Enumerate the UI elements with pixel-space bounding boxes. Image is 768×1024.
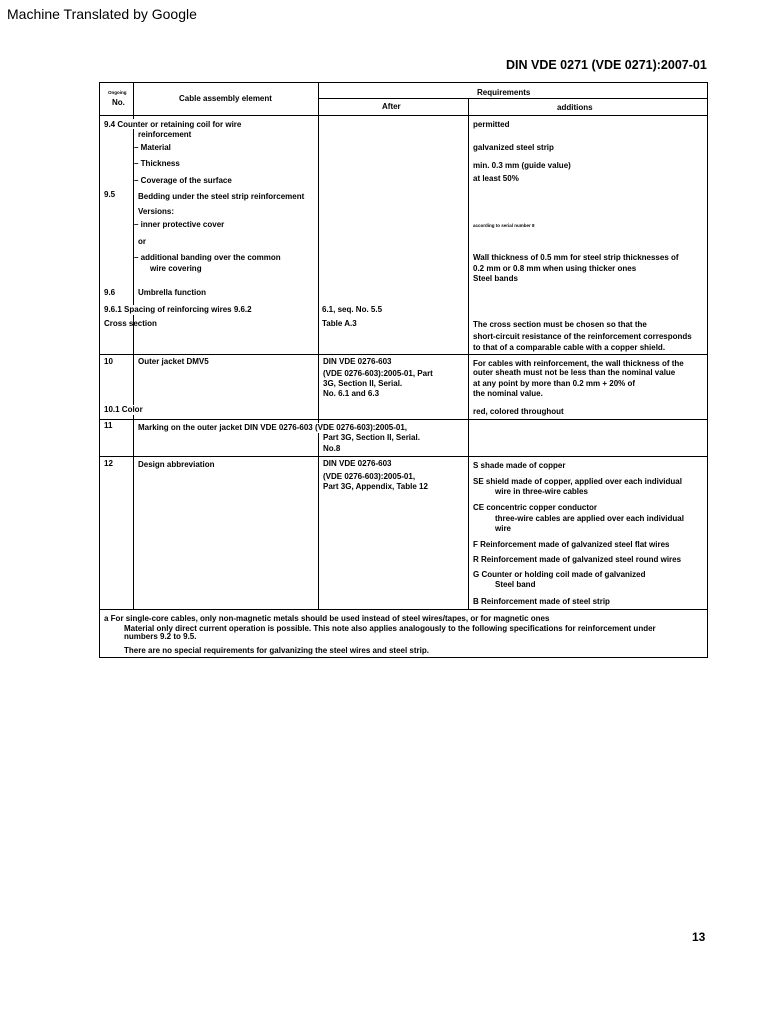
s9-add-cross-3: to that of a comparable cable with a copper shield.	[473, 343, 666, 352]
s9-add-serial-note: according to serial number 8	[473, 223, 535, 228]
header-ongoing: Ongoing	[108, 90, 127, 95]
s9-item-9-4: 9.4 Counter or retaining coil for wire	[104, 120, 242, 129]
s10-element: Outer jacket DMV5	[138, 357, 209, 366]
page-number: 13	[692, 930, 706, 944]
s9-item-inner-cover: – inner protective cover	[134, 220, 225, 229]
s9-item-cross-section: Cross section	[104, 319, 157, 328]
s12-add-r: R Reinforcement made of galvanized steel round wires	[473, 555, 682, 564]
s10-add-3: at any point by more than 0.2 mm + 20% of	[473, 379, 636, 388]
s9-item-banding: – additional banding over the common	[134, 253, 281, 262]
s9-add-wall-1: Wall thickness of 0.5 mm for steel strip thicknesses of	[473, 253, 679, 262]
s9-after-table: Table A.3	[322, 319, 357, 328]
s9-add-coverage: at least 50%	[473, 174, 519, 183]
s9-add-cross-1: The cross section must be chosen so that the	[473, 320, 647, 329]
s9-item-9-5: 9.5	[104, 190, 116, 199]
document-title: DIN VDE 0271 (VDE 0271):2007-01	[506, 58, 707, 72]
s9-item-or: or	[138, 237, 146, 246]
s11-element: Marking on the outer jacket DIN VDE 0276-603 (VDE 0276-603):2005-01,	[138, 423, 407, 432]
s9-item-wire-covering: wire covering	[150, 264, 202, 273]
s12-add-se-2: wire in three-wire cables	[495, 487, 588, 496]
s12-after-2: (VDE 0276-603):2005-01,	[323, 472, 416, 481]
s12-no: 12	[104, 459, 113, 468]
s9-add-wall-2: 0.2 mm or 0.8 mm when using thicker ones	[473, 264, 637, 273]
s12-after-1: DIN VDE 0276-603	[323, 459, 392, 468]
s11-after-2: No.8	[323, 444, 341, 453]
s9-item-material: – Material	[134, 143, 171, 152]
s9-item-9-6: 9.6	[104, 288, 116, 297]
s9-add-permitted: permitted	[473, 120, 510, 129]
s12-element: Design abbreviation	[138, 460, 215, 469]
s12-add-ce-1: CE concentric copper conductor	[473, 503, 598, 512]
s9-add-wall-3: Steel bands	[473, 274, 518, 283]
header-additions: additions	[557, 103, 593, 112]
s12-add-g-1: G Counter or holding coil made of galvanized	[473, 570, 646, 579]
header-element: Cable assembly element	[179, 94, 272, 103]
s10-after-3: 3G, Section II, Serial.	[323, 379, 403, 388]
s11-no: 11	[104, 421, 113, 430]
s11-after-1: Part 3G, Section II, Serial.	[323, 433, 420, 442]
s10-no: 10	[104, 357, 113, 366]
s12-add-se-1: SE shield made of copper, applied over each individual	[473, 477, 682, 486]
s12-add-s: S shade made of copper	[473, 461, 566, 470]
translation-banner: Machine Translated by Google	[7, 6, 197, 22]
s12-add-f: F Reinforcement made of galvanized steel flat wires	[473, 540, 670, 549]
s12-add-g-2: Steel band	[495, 580, 536, 589]
s12-add-ce-2: three-wire cables are applied over each individual	[495, 514, 684, 523]
footnote-line-3: numbers 9.2 to 9.5.	[124, 632, 197, 641]
header-requirements: Requirements	[477, 88, 531, 97]
s12-add-b: B Reinforcement made of steel strip	[473, 597, 610, 606]
s9-item-reinforcement: reinforcement	[138, 130, 192, 139]
header-no: No.	[112, 98, 125, 107]
s10-color-item: 10.1 Color	[104, 405, 143, 414]
s9-item-coverage: – Coverage of the surface	[134, 176, 232, 185]
s9-add-material: galvanized steel strip	[473, 143, 554, 152]
footnote-line-4: There are no special requirements for galvanizing the steel wires and steel strip.	[124, 646, 429, 655]
s10-add-4: the nominal value.	[473, 389, 543, 398]
s12-add-ce-3: wire	[495, 524, 512, 533]
s9-item-thickness: – Thickness	[134, 159, 180, 168]
s10-add-color: red, colored throughout	[473, 407, 564, 416]
footnote-line-1: a For single-core cables, only non-magnetic metals should be used instead of steel wires/tapes, or for magnetic ones	[104, 614, 550, 623]
s9-item-bedding: Bedding under the steel strip reinforcement	[138, 192, 305, 201]
s10-after-1: DIN VDE 0276-603	[323, 357, 392, 366]
s10-add-2: outer sheath must not be less than the nominal value	[473, 368, 676, 377]
s10-add-1: For cables with reinforcement, the wall thickness of the	[473, 359, 684, 368]
s9-add-thickness: min. 0.3 mm (guide value)	[473, 161, 571, 170]
s9-add-cross-2: short-circuit resistance of the reinforcement corresponds	[473, 332, 692, 341]
s9-item-umbrella: Umbrella function	[138, 288, 207, 297]
s9-item-versions: Versions:	[138, 207, 175, 216]
s12-after-3: Part 3G, Appendix, Table 12	[323, 482, 428, 491]
header-after: After	[382, 102, 401, 111]
s9-after-seq: 6.1, seq. No. 5.5	[322, 305, 383, 314]
footnote-line-2: Material only direct current operation is possible. This note also applies analogously to the following specifications for reinforcement under	[124, 624, 656, 633]
s10-after-2: (VDE 0276-603):2005-01, Part	[323, 369, 433, 378]
s10-after-4: No. 6.1 and 6.3	[323, 389, 380, 398]
s9-item-9-6-1: 9.6.1 Spacing of reinforcing wires 9.6.2	[104, 305, 252, 314]
